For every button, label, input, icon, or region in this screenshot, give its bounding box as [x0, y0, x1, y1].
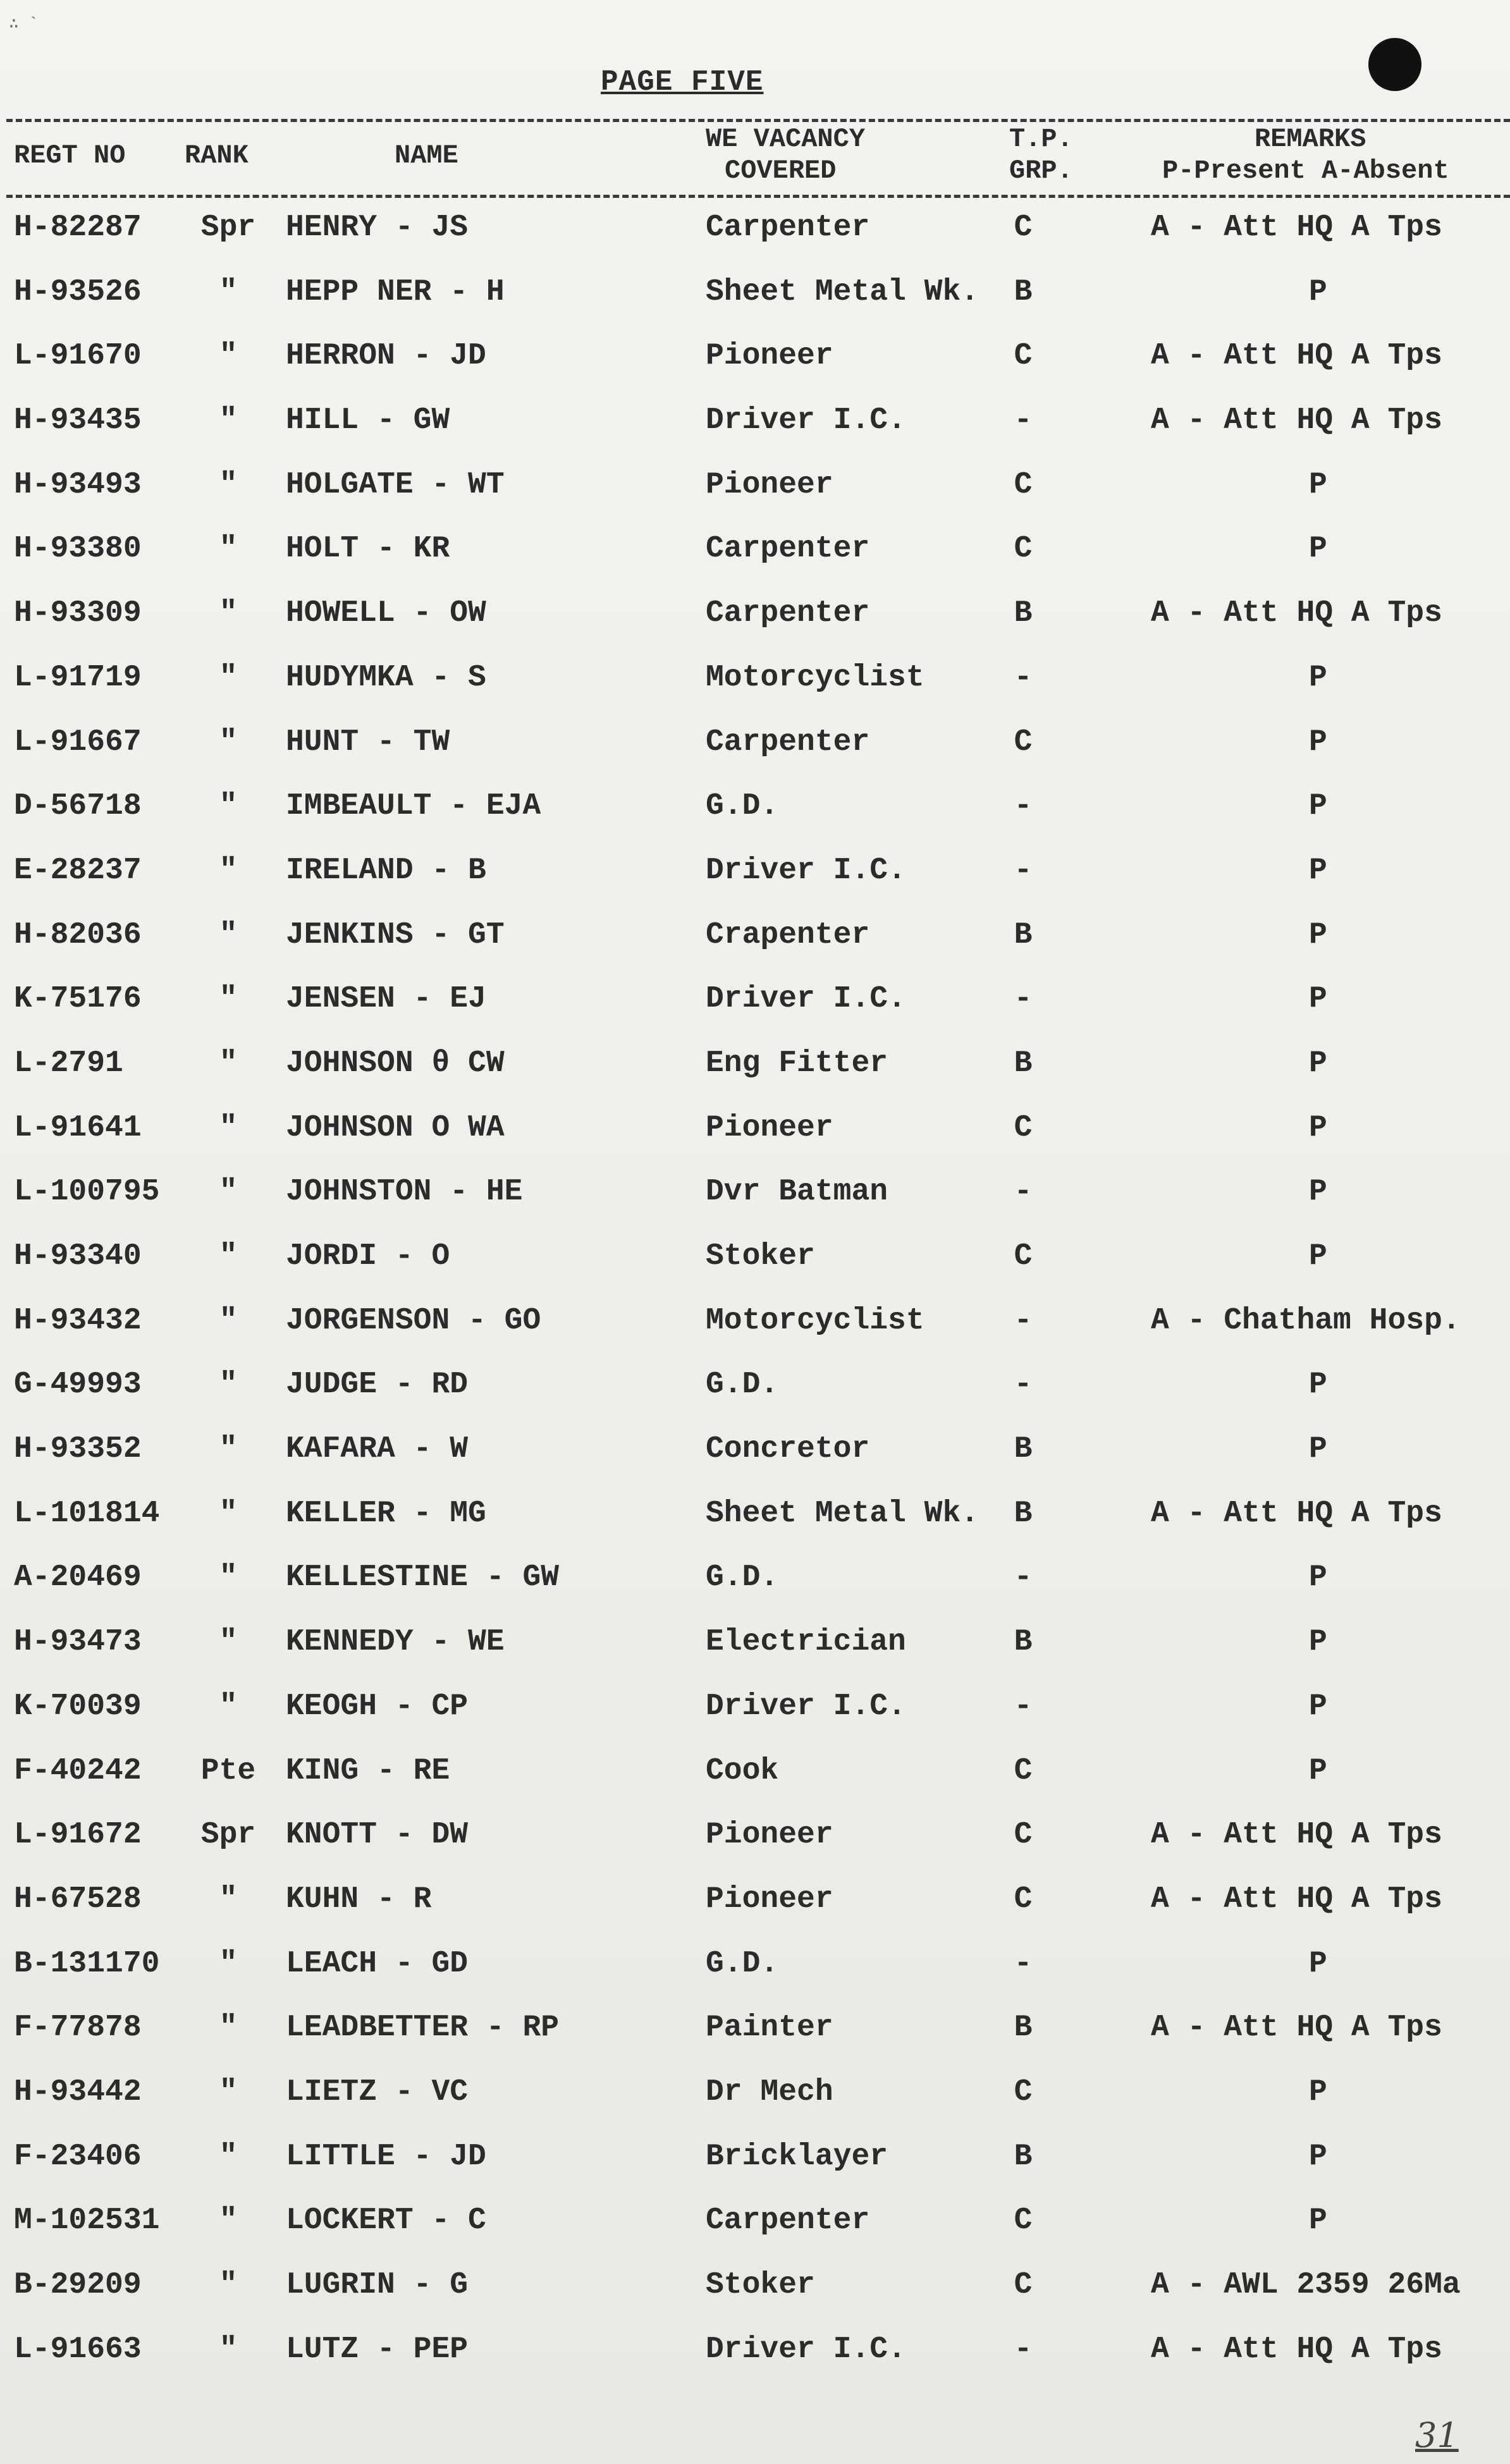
vacancy-cell: Carpenter — [706, 532, 870, 567]
name-cell: HOLGATE - WT — [286, 467, 505, 502]
remarks-cell: P — [1309, 1239, 1327, 1273]
remarks-cell: P — [1309, 1175, 1327, 1210]
name-cell: HUNT - TW — [286, 725, 450, 759]
tp-group-cell: C — [1014, 1110, 1033, 1145]
rank-cell: " — [219, 2075, 238, 2109]
vacancy-cell: Sheet Metal Wk. — [706, 1496, 979, 1531]
name-cell: LOCKERT - C — [286, 2204, 486, 2238]
name-cell: HILL - GW — [286, 403, 450, 438]
rank-cell: " — [219, 1946, 238, 1981]
remarks-cell: A - Att HQ A Tps — [1151, 1882, 1442, 1916]
name-cell: JORDI - O — [286, 1239, 450, 1273]
regt-no-cell: F-23406 — [14, 2139, 142, 2174]
name-cell: HEPP NER - H — [286, 274, 505, 309]
name-cell: KUHN - R — [286, 1882, 432, 1916]
name-cell: HENRY - JS — [286, 211, 469, 245]
table-row — [0, 2255, 1510, 2319]
folio-number: 31 — [1415, 2415, 1459, 2455]
page-title: PAGE FIVE — [601, 66, 764, 99]
table-row — [0, 1676, 1510, 1741]
name-cell: HOWELL - OW — [286, 596, 486, 631]
tp-group-cell: C — [1014, 1818, 1033, 1853]
regt-no-cell: L-91663 — [14, 2332, 142, 2367]
regt-no-cell: H-93432 — [14, 1303, 142, 1338]
name-cell: HUDYMKA - S — [286, 660, 486, 695]
vacancy-cell: Driver I.C. — [706, 2332, 906, 2367]
rank-cell: " — [219, 467, 238, 502]
regt-no-cell: M-102531 — [14, 2204, 160, 2238]
name-cell: KEOGH - CP — [286, 1689, 469, 1724]
tp-group-cell: C — [1014, 1239, 1033, 1273]
header-regt-no: REGT NO — [14, 140, 126, 171]
table-row — [0, 390, 1510, 455]
remarks-cell: P — [1309, 1560, 1327, 1595]
tp-group-cell: - — [1014, 982, 1033, 1017]
table-row — [0, 2190, 1510, 2255]
remarks-cell: P — [1309, 1110, 1327, 1145]
rank-cell: " — [219, 660, 238, 695]
name-cell: LUGRIN - G — [286, 2268, 469, 2302]
rank-cell: " — [219, 789, 238, 824]
remarks-cell: P — [1309, 1689, 1327, 1724]
vacancy-cell: G.D. — [706, 1560, 779, 1595]
tp-group-cell: C — [1014, 467, 1033, 502]
name-cell: HOLT - KR — [286, 532, 450, 567]
remarks-cell: P — [1309, 1368, 1327, 1402]
regt-no-cell: G-49993 — [14, 1368, 142, 1402]
header-vacancy-line1: WE VACANCY — [706, 124, 866, 154]
vacancy-cell: Driver I.C. — [706, 1689, 906, 1724]
table-row — [0, 2319, 1510, 2384]
regt-no-cell: H-82287 — [14, 211, 142, 245]
name-cell: IMBEAULT - EJA — [286, 789, 541, 824]
tp-group-cell: B — [1014, 1432, 1033, 1467]
rank-cell: " — [219, 1432, 238, 1467]
table-row — [0, 1934, 1510, 1998]
name-cell: LIETZ - VC — [286, 2075, 469, 2109]
header-vacancy-line2: COVERED — [725, 156, 837, 186]
name-cell: JOHNSON θ CW — [286, 1046, 505, 1081]
tp-group-cell: C — [1014, 1753, 1033, 1788]
table-row — [0, 1741, 1510, 1805]
remarks-cell: P — [1309, 853, 1327, 888]
remarks-cell: A - Att HQ A Tps — [1151, 403, 1442, 438]
rank-cell: " — [219, 596, 238, 631]
rank-cell: " — [219, 1368, 238, 1402]
vacancy-cell: Pioneer — [706, 467, 833, 502]
remarks-cell: P — [1309, 982, 1327, 1017]
regt-no-cell: H-67528 — [14, 1882, 142, 1916]
remarks-cell: P — [1309, 917, 1327, 952]
tp-group-cell: - — [1014, 403, 1033, 438]
remarks-cell: P — [1309, 1625, 1327, 1660]
header-tp-line2: GRP. — [1009, 156, 1073, 186]
table-row — [0, 1419, 1510, 1483]
table-row — [0, 1997, 1510, 2062]
table-row — [0, 1162, 1510, 1226]
table-row — [0, 1869, 1510, 1934]
rank-cell: " — [219, 1175, 238, 1210]
table-row — [0, 712, 1510, 776]
rank-cell: " — [219, 2332, 238, 2367]
tp-group-cell: - — [1014, 1560, 1033, 1595]
vacancy-cell: Carpenter — [706, 211, 870, 245]
table-row — [0, 1483, 1510, 1548]
remarks-cell: P — [1309, 532, 1327, 567]
vacancy-cell: Pioneer — [706, 1818, 833, 1853]
regt-no-cell: H-82036 — [14, 917, 142, 952]
table-row — [0, 1612, 1510, 1676]
tp-group-cell: B — [1014, 2011, 1033, 2045]
name-cell: JOHNSON O WA — [286, 1110, 505, 1145]
vacancy-cell: Pioneer — [706, 339, 833, 374]
regt-no-cell: F-77878 — [14, 2011, 142, 2045]
regt-no-cell: B-131170 — [14, 1946, 160, 1981]
name-cell: JORGENSON - GO — [286, 1303, 541, 1338]
regt-no-cell: H-93435 — [14, 403, 142, 438]
table-row — [0, 1226, 1510, 1290]
rank-cell: " — [219, 2204, 238, 2238]
vacancy-cell: Electrician — [706, 1625, 906, 1660]
tp-group-cell: - — [1014, 1689, 1033, 1724]
rank-cell: " — [219, 403, 238, 438]
remarks-cell: P — [1309, 2204, 1327, 2238]
vacancy-cell: Painter — [706, 2011, 833, 2045]
vacancy-cell: Concretor — [706, 1432, 870, 1467]
tp-group-cell: - — [1014, 853, 1033, 888]
table-row — [0, 583, 1510, 647]
tp-group-cell: C — [1014, 1882, 1033, 1916]
regt-no-cell: L-100795 — [14, 1175, 160, 1210]
vacancy-cell: Pioneer — [706, 1882, 833, 1916]
vacancy-cell: Stoker — [706, 1239, 815, 1273]
remarks-cell: P — [1309, 789, 1327, 824]
table-row — [0, 518, 1510, 583]
header-name: NAME — [395, 140, 458, 171]
rank-cell: " — [219, 2011, 238, 2045]
tp-group-cell: C — [1014, 532, 1033, 567]
vacancy-cell: Sheet Metal Wk. — [706, 274, 979, 309]
tp-group-cell: - — [1014, 1303, 1033, 1338]
name-cell: LUTZ - PEP — [286, 2332, 469, 2367]
rank-cell: " — [219, 274, 238, 309]
regt-no-cell: K-75176 — [14, 982, 142, 1017]
tp-group-cell: B — [1014, 1625, 1033, 1660]
remarks-cell: P — [1309, 274, 1327, 309]
table-row — [0, 776, 1510, 840]
table-row — [0, 969, 1510, 1033]
vacancy-cell: Carpenter — [706, 596, 870, 631]
regt-no-cell: A-20469 — [14, 1560, 142, 1595]
vacancy-cell: Driver I.C. — [706, 982, 906, 1017]
name-cell: JOHNSTON - HE — [286, 1175, 523, 1210]
regt-no-cell: L-91641 — [14, 1110, 142, 1145]
tp-group-cell: - — [1014, 1175, 1033, 1210]
vacancy-cell: Carpenter — [706, 2204, 870, 2238]
table-row — [0, 1354, 1510, 1419]
vacancy-cell: Driver I.C. — [706, 853, 906, 888]
regt-no-cell: H-93493 — [14, 467, 142, 502]
name-cell: KELLESTINE - GW — [286, 1560, 560, 1595]
remarks-cell: A - Chatham Hosp. — [1151, 1303, 1461, 1338]
table-row — [0, 840, 1510, 905]
table-row — [0, 1547, 1510, 1612]
regt-no-cell: L-2791 — [14, 1046, 123, 1081]
table-row — [0, 326, 1510, 390]
regt-no-cell: H-93340 — [14, 1239, 142, 1273]
tp-group-cell: B — [1014, 596, 1033, 631]
tp-group-cell: B — [1014, 1496, 1033, 1531]
tp-group-cell: - — [1014, 660, 1033, 695]
regt-no-cell: F-40242 — [14, 1753, 142, 1788]
remarks-cell: A - Att HQ A Tps — [1151, 596, 1442, 631]
table-row — [0, 1290, 1510, 1355]
tp-group-cell: - — [1014, 1946, 1033, 1981]
vacancy-cell: Dvr Batman — [706, 1175, 888, 1210]
tp-group-cell: - — [1014, 2332, 1033, 2367]
regt-no-cell: L-91670 — [14, 339, 142, 374]
remarks-cell: P — [1309, 2139, 1327, 2174]
header-tp-line1: T.P. — [1009, 124, 1073, 154]
rank-cell: " — [219, 1689, 238, 1724]
tp-group-cell: - — [1014, 789, 1033, 824]
name-cell: JUDGE - RD — [286, 1368, 469, 1402]
regt-no-cell: H-93473 — [14, 1625, 142, 1660]
regt-no-cell: H-93442 — [14, 2075, 142, 2109]
rank-cell: " — [219, 1882, 238, 1916]
rank-cell: " — [219, 1110, 238, 1145]
regt-no-cell: H-93309 — [14, 596, 142, 631]
rank-cell: Pte — [200, 1753, 256, 1788]
vacancy-cell: Carpenter — [706, 725, 870, 759]
vacancy-cell: Driver I.C. — [706, 403, 906, 438]
rank-cell: " — [219, 1560, 238, 1595]
remarks-cell: A - Att HQ A Tps — [1151, 2332, 1442, 2367]
name-cell: JENSEN - EJ — [286, 982, 486, 1017]
regt-no-cell: L-91672 — [14, 1818, 142, 1853]
regt-no-cell: L-101814 — [14, 1496, 160, 1531]
header-top-rule — [6, 119, 1510, 122]
rank-cell: " — [219, 917, 238, 952]
name-cell: JENKINS - GT — [286, 917, 505, 952]
remarks-cell: A - Att HQ A Tps — [1151, 1496, 1442, 1531]
table-row — [0, 647, 1510, 712]
name-cell: KING - RE — [286, 1753, 450, 1788]
regt-no-cell: H-93526 — [14, 274, 142, 309]
remarks-cell: A - Att HQ A Tps — [1151, 2011, 1442, 2045]
vacancy-cell: G.D. — [706, 1368, 779, 1402]
remarks-cell: P — [1309, 1946, 1327, 1981]
vacancy-cell: Crapenter — [706, 917, 870, 952]
table-row — [0, 2062, 1510, 2126]
vacancy-cell: G.D. — [706, 1946, 779, 1981]
vacancy-cell: Bricklayer — [706, 2139, 888, 2174]
remarks-cell: P — [1309, 2075, 1327, 2109]
rank-cell: " — [219, 982, 238, 1017]
tp-group-cell: B — [1014, 274, 1033, 309]
rank-cell: " — [219, 725, 238, 759]
regt-no-cell: D-56718 — [14, 789, 142, 824]
tp-group-cell: C — [1014, 339, 1033, 374]
regt-no-cell: L-91667 — [14, 725, 142, 759]
name-cell: KAFARA - W — [286, 1432, 469, 1467]
regt-no-cell: B-29209 — [14, 2268, 142, 2302]
remarks-cell: A - AWL 2359 26Ma — [1151, 2268, 1461, 2302]
table-row — [0, 905, 1510, 969]
vacancy-cell: Eng Fitter — [706, 1046, 888, 1081]
name-cell: KELLER - MG — [286, 1496, 486, 1531]
header-remarks-line1: REMARKS — [1255, 124, 1366, 154]
name-cell: KENNEDY - WE — [286, 1625, 505, 1660]
remarks-cell: P — [1309, 1753, 1327, 1788]
name-cell: LEACH - GD — [286, 1946, 469, 1981]
tp-group-cell: B — [1014, 1046, 1033, 1081]
header-remarks-line2: P-Present A-Absent — [1162, 156, 1449, 186]
rank-cell: " — [219, 853, 238, 888]
rank-cell: " — [219, 1625, 238, 1660]
table-row — [0, 262, 1510, 326]
vacancy-cell: Cook — [706, 1753, 779, 1788]
remarks-cell: P — [1309, 1432, 1327, 1467]
tp-group-cell: C — [1014, 2075, 1033, 2109]
vacancy-cell: Motorcyclist — [706, 660, 924, 695]
regt-no-cell: E-28237 — [14, 853, 142, 888]
tp-group-cell: C — [1014, 211, 1033, 245]
name-cell: LEADBETTER - RP — [286, 2011, 560, 2045]
table-row — [0, 1098, 1510, 1162]
table-row — [0, 1805, 1510, 1869]
name-cell: IRELAND - B — [286, 853, 486, 888]
rank-cell: Spr — [200, 1818, 256, 1853]
tp-group-cell: C — [1014, 725, 1033, 759]
rank-cell: " — [219, 1046, 238, 1081]
rank-cell: " — [219, 339, 238, 374]
tp-group-cell: C — [1014, 2204, 1033, 2238]
table-row — [0, 197, 1510, 262]
table-row — [0, 455, 1510, 519]
rank-cell: " — [219, 2268, 238, 2302]
punch-hole — [1368, 38, 1421, 91]
table-row — [0, 2126, 1510, 2191]
remarks-cell: A - Att HQ A Tps — [1151, 1818, 1442, 1853]
remarks-cell: P — [1309, 725, 1327, 759]
tp-group-cell: - — [1014, 1368, 1033, 1402]
name-cell: KNOTT - DW — [286, 1818, 469, 1853]
tp-group-cell: B — [1014, 2139, 1033, 2174]
rank-cell: " — [219, 1239, 238, 1273]
roll-table — [0, 197, 1510, 2383]
table-row — [0, 1033, 1510, 1098]
corner-mark: ∴ ` — [9, 15, 39, 34]
regt-no-cell: H-93352 — [14, 1432, 142, 1467]
rank-cell: " — [219, 1303, 238, 1338]
regt-no-cell: K-70039 — [14, 1689, 142, 1724]
vacancy-cell: G.D. — [706, 789, 779, 824]
rank-cell: " — [219, 2139, 238, 2174]
remarks-cell: A - Att HQ A Tps — [1151, 339, 1442, 374]
remarks-cell: P — [1309, 467, 1327, 502]
regt-no-cell: L-91719 — [14, 660, 142, 695]
vacancy-cell: Pioneer — [706, 1110, 833, 1145]
rank-cell: Spr — [200, 211, 256, 245]
rank-cell: " — [219, 532, 238, 567]
tp-group-cell: C — [1014, 2268, 1033, 2302]
vacancy-cell: Stoker — [706, 2268, 815, 2302]
header-rank: RANK — [185, 140, 249, 171]
name-cell: HERRON - JD — [286, 339, 486, 374]
rank-cell: " — [219, 1496, 238, 1531]
vacancy-cell: Dr Mech — [706, 2075, 833, 2109]
regt-no-cell: H-93380 — [14, 532, 142, 567]
tp-group-cell: B — [1014, 917, 1033, 952]
name-cell: LITTLE - JD — [286, 2139, 486, 2174]
remarks-cell: P — [1309, 1046, 1327, 1081]
remarks-cell: P — [1309, 660, 1327, 695]
remarks-cell: A - Att HQ A Tps — [1151, 211, 1442, 245]
vacancy-cell: Motorcyclist — [706, 1303, 924, 1338]
